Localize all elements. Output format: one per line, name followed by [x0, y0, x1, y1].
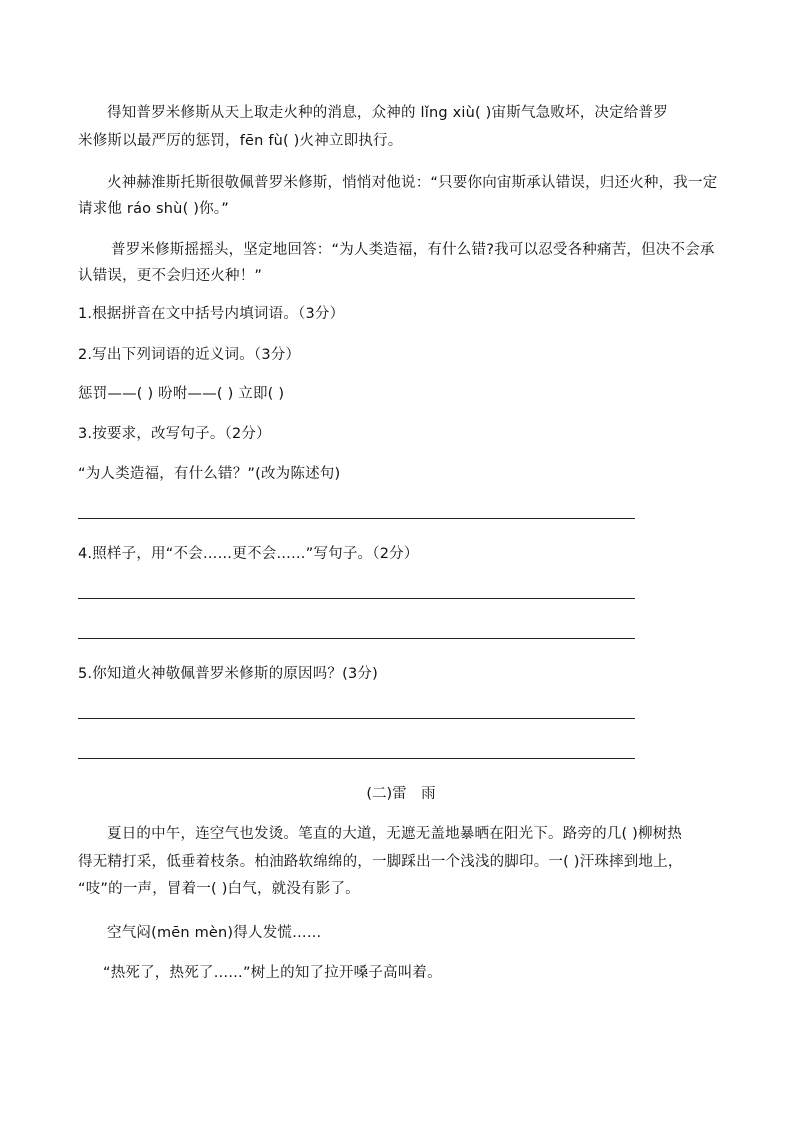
section2-p2: 空气闷(mēn mèn)得人发慌…… [107, 925, 322, 941]
question-3-sentence: “为人类造福，有什么错？”(改为陈述句) [78, 466, 341, 482]
section2-p1-line2: 得无精打采，低垂着枝条。柏油路软绵绵的，一脚踩出一个浅浅的脚印。一( )汗珠摔到地上， [78, 854, 683, 870]
passage1-p2-line1: 火神赫淮斯托斯很敬佩普罗米修斯，悄悄对他说：“只要你向宙斯承认错误，归还火种，我一定 [107, 175, 718, 191]
section2-p1-line1: 夏日的中午，连空气也发烫。笔直的大道，无遮无盖地暴晒在阳光下。路旁的几( )柳树热 [107, 826, 683, 842]
passage1-p3-line2: 认错误，更不会归还火种！” [78, 268, 263, 284]
answer-line-q4-2[interactable] [78, 638, 635, 639]
passage1-p1-line2: 米修斯以最严厉的惩罚，fēn fù( )火神立即执行。 [78, 133, 403, 149]
passage1-p1-line1: 得知普罗米修斯从天上取走火种的消息，众神的 lǐng xiù( )宙斯气急败坏，决定给普罗 [107, 105, 668, 121]
question-1: 1.根据拼音在文中括号内填词语。（3分） [78, 306, 345, 322]
passage1-p3-line1: 普罗米修斯摇摇头，坚定地回答：“为人类造福，有什么错?我可以忍受各种痛苦，但决不会承 [111, 242, 715, 258]
section2-p3: “热死了，热死了……”树上的知了拉开嗓子高叫着。 [103, 965, 442, 981]
section2-p1-line3: “吱”的一声，冒着一( )白气，就没有影了。 [78, 881, 360, 897]
section-2-title: (二)雷 雨 [366, 786, 436, 802]
answer-line-q5-2[interactable] [78, 758, 635, 759]
question-2-items: 惩罚——( ) 吩咐——( ) 立即( ) [78, 386, 285, 402]
question-2: 2.写出下列词语的近义词。（3分） [78, 347, 301, 363]
question-3: 3.按要求，改写句子。（2分） [78, 426, 271, 442]
answer-line-q3[interactable] [78, 518, 635, 519]
question-5: 5.你知道火神敬佩普罗米修斯的原因吗？(3分) [78, 666, 378, 682]
answer-line-q4-1[interactable] [78, 598, 635, 599]
passage1-p2-line2: 请求他 ráo shù( )你。” [78, 201, 229, 217]
question-4: 4.照样子，用“不会……更不会……”写句子。（2分） [78, 546, 419, 562]
answer-line-q5-1[interactable] [78, 718, 635, 719]
